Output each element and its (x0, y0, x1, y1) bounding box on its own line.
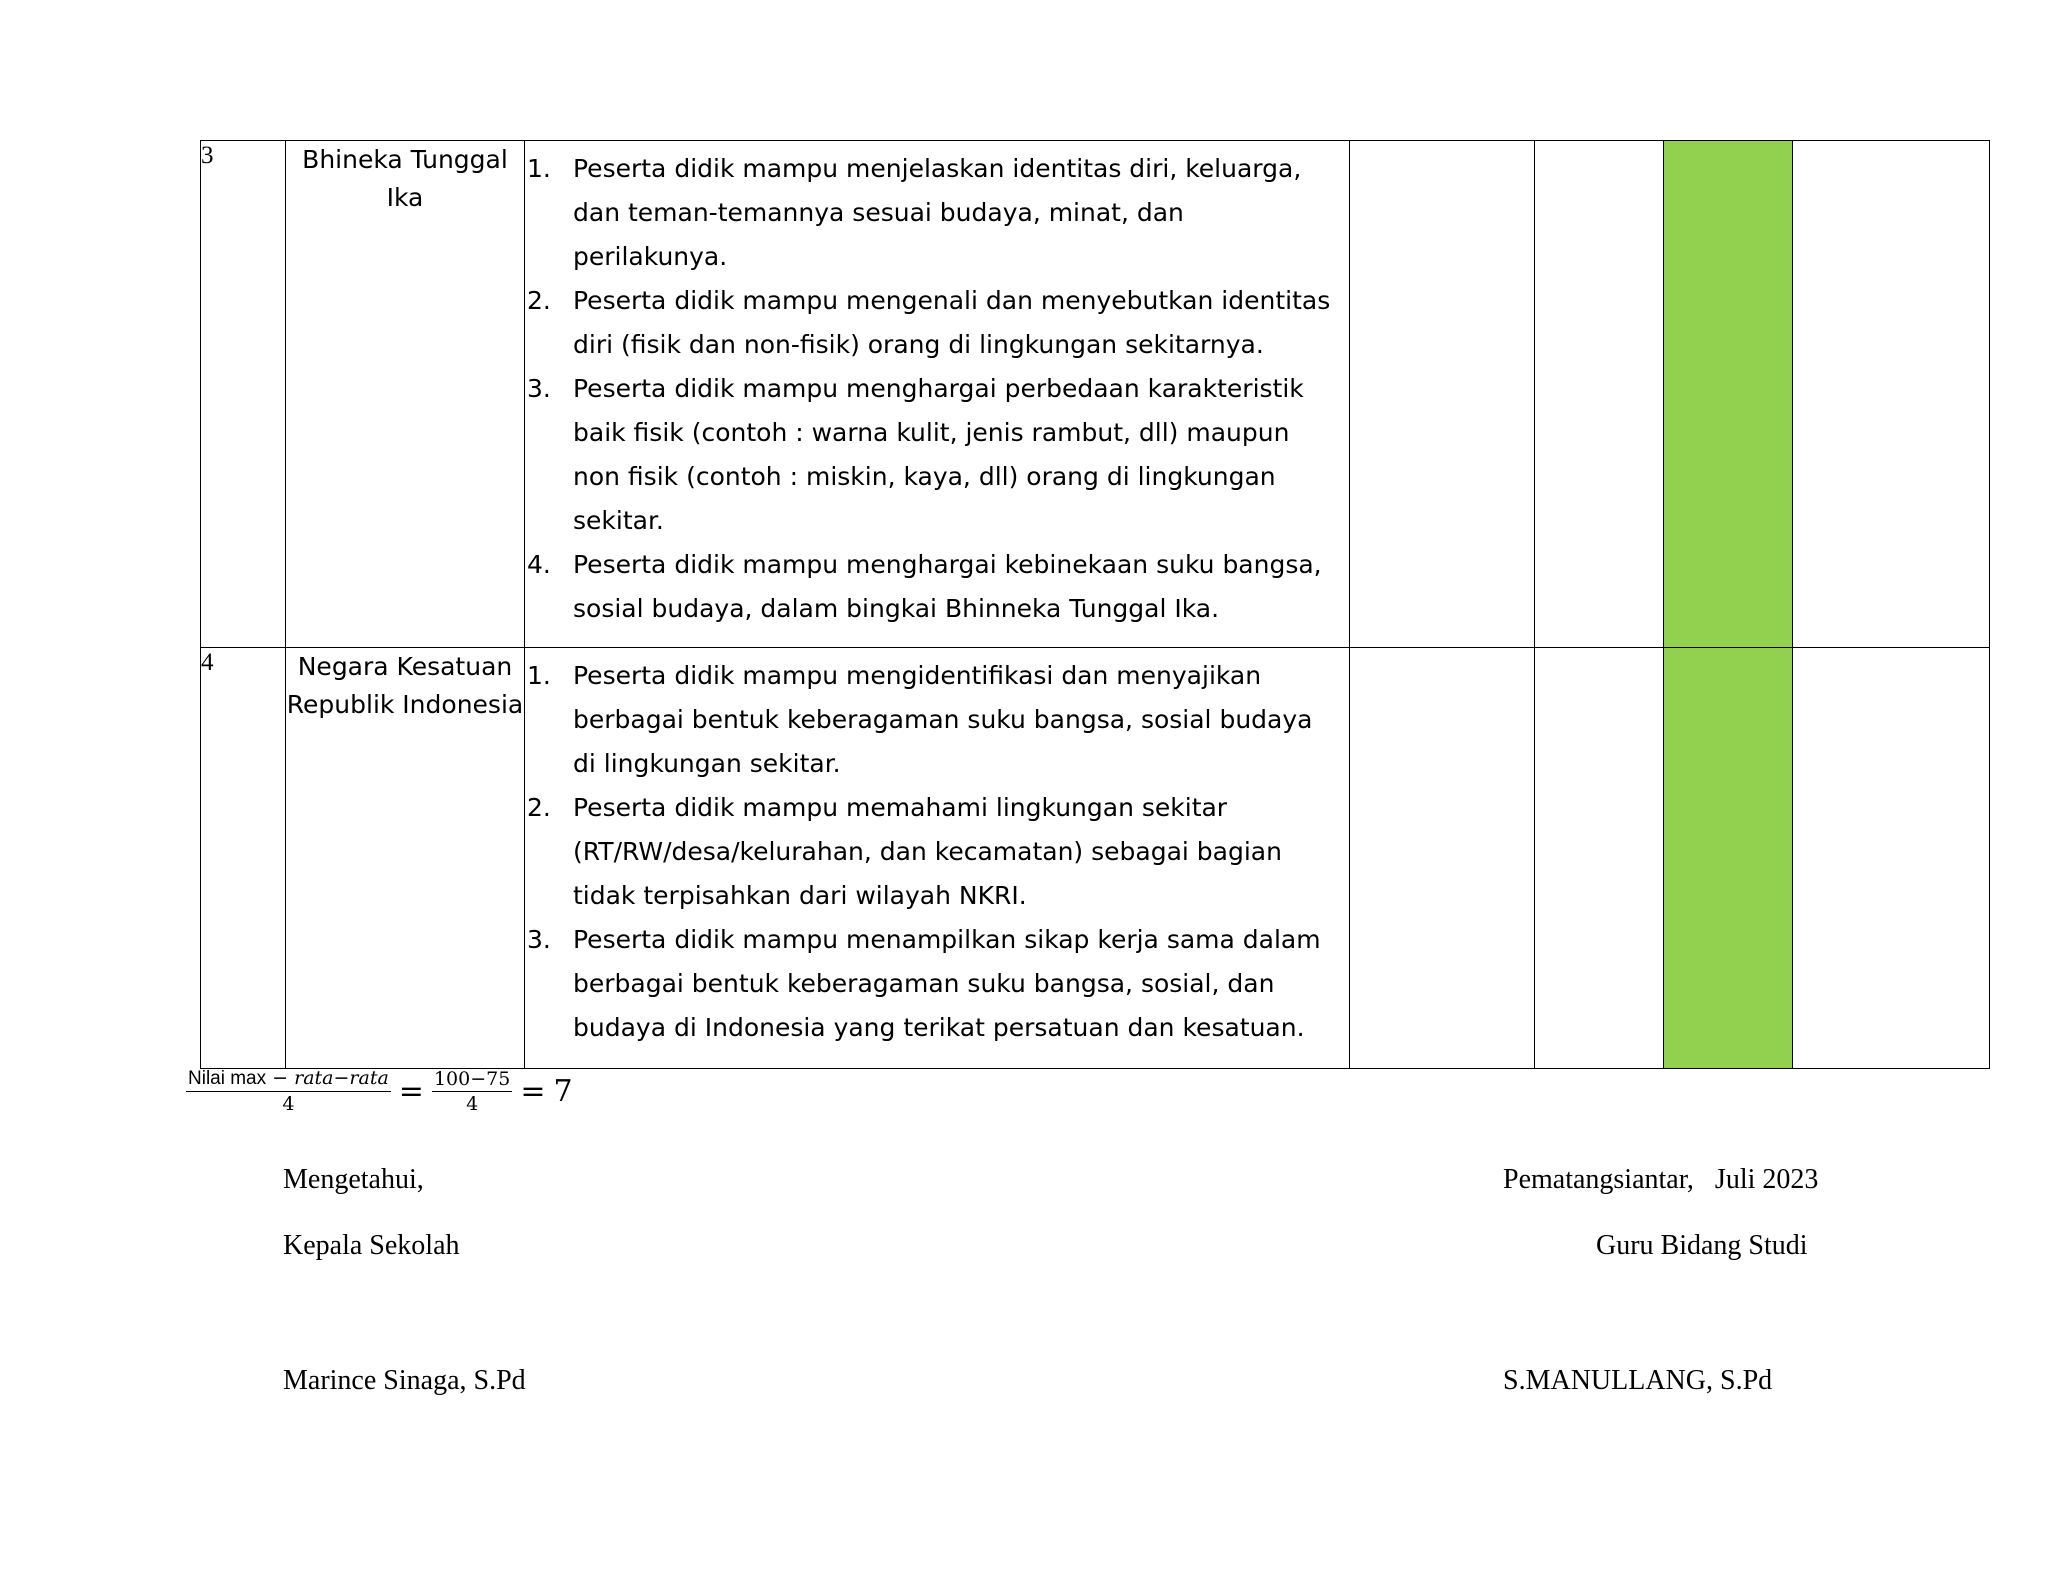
score-cell (1350, 141, 1535, 648)
teacher-role: Guru Bidang Studi (1596, 1230, 1808, 1261)
indicator-item: 1. Peserta didik mampu mengidentifikasi dan menyajikan berbagai bentuk keberagaman suku bangsa, sosial budaya di lingkungan sekitar. (527, 661, 1313, 778)
indicator-cell (525, 648, 1350, 1069)
indicator-list (525, 654, 1349, 1050)
row-number: 3 (201, 141, 286, 648)
indicator-item: 4. Peserta didik mampu menghargai kebinekaan suku bangsa, sosial budaya, dalam bingkai Bhinneka Tunggal Ika. (527, 550, 1322, 623)
indicator-cell (525, 141, 1350, 648)
highlighted-score-cell (1664, 648, 1793, 1069)
equals-sign: = (398, 1073, 424, 1109)
indicator-item: 2. Peserta didik mampu mengenali dan menyebutkan identitas diri (fisik dan non-fisik) orang di lingkungan sekitarnya. (527, 286, 1331, 359)
formula-result: 7 (553, 1073, 573, 1109)
indicator-item: 3. Peserta didik mampu menampilkan sikap kerja sama dalam berbagai bentuk keberagaman suku bangsa, sosial, dan budaya di Indonesia yang terikat persatuan dan kesatuan. (527, 925, 1321, 1042)
indicator-item: 3. Peserta didik mampu menghargai perbedaan karakteristik baik fisik (contoh : warna kulit, jenis rambut, dll) maupun non fisik (contoh : miskin, kaya, dll) orang di lingkungan sekitar. (527, 374, 1304, 535)
formula-fraction: $\frac{\text{Nilai max − rata−rata}}{4}$ (188, 1067, 389, 1115)
principal-name: Marince Sinaga, S.Pd (283, 1365, 526, 1396)
place-date: Pematangsiantar, Juli 2023 (1503, 1164, 1819, 1195)
score-cell (1793, 648, 1990, 1069)
formula-fraction: $\frac{100-75}{4}$ (433, 1067, 511, 1115)
assessment-table (200, 140, 1990, 1069)
interval-formula (186, 1066, 581, 1116)
acknowledge-label: Mengetahui, (283, 1164, 424, 1195)
indicator-item: 2. Peserta didik mampu memahami lingkungan sekitar (RT/RW/desa/kelurahan, dan kecamatan) sebagai bagian tidak terpisahkan dari wilayah NKRI. (527, 793, 1282, 910)
score-cell (1535, 648, 1664, 1069)
principal-role: Kepala Sekolah (283, 1230, 460, 1261)
teacher-name: S.MANULLANG, S.Pd (1503, 1365, 1773, 1396)
score-cell (1535, 141, 1664, 648)
table-row (201, 648, 1990, 1069)
score-cell (1793, 141, 1990, 648)
row-number: 4 (201, 648, 286, 1069)
indicator-list (525, 147, 1349, 631)
highlighted-score-cell (1664, 141, 1793, 648)
score-cell (1350, 648, 1535, 1069)
topic-cell: Negara Kesatuan Republik Indonesia (286, 648, 525, 1069)
table-row (201, 141, 1990, 648)
indicator-item: 1. Peserta didik mampu menjelaskan identitas diri, keluarga, dan teman-temannya sesuai budaya, minat, dan perilakunya. (527, 154, 1302, 271)
equals-sign: = (520, 1073, 546, 1109)
topic-cell: Bhineka Tunggal Ika (286, 141, 525, 648)
